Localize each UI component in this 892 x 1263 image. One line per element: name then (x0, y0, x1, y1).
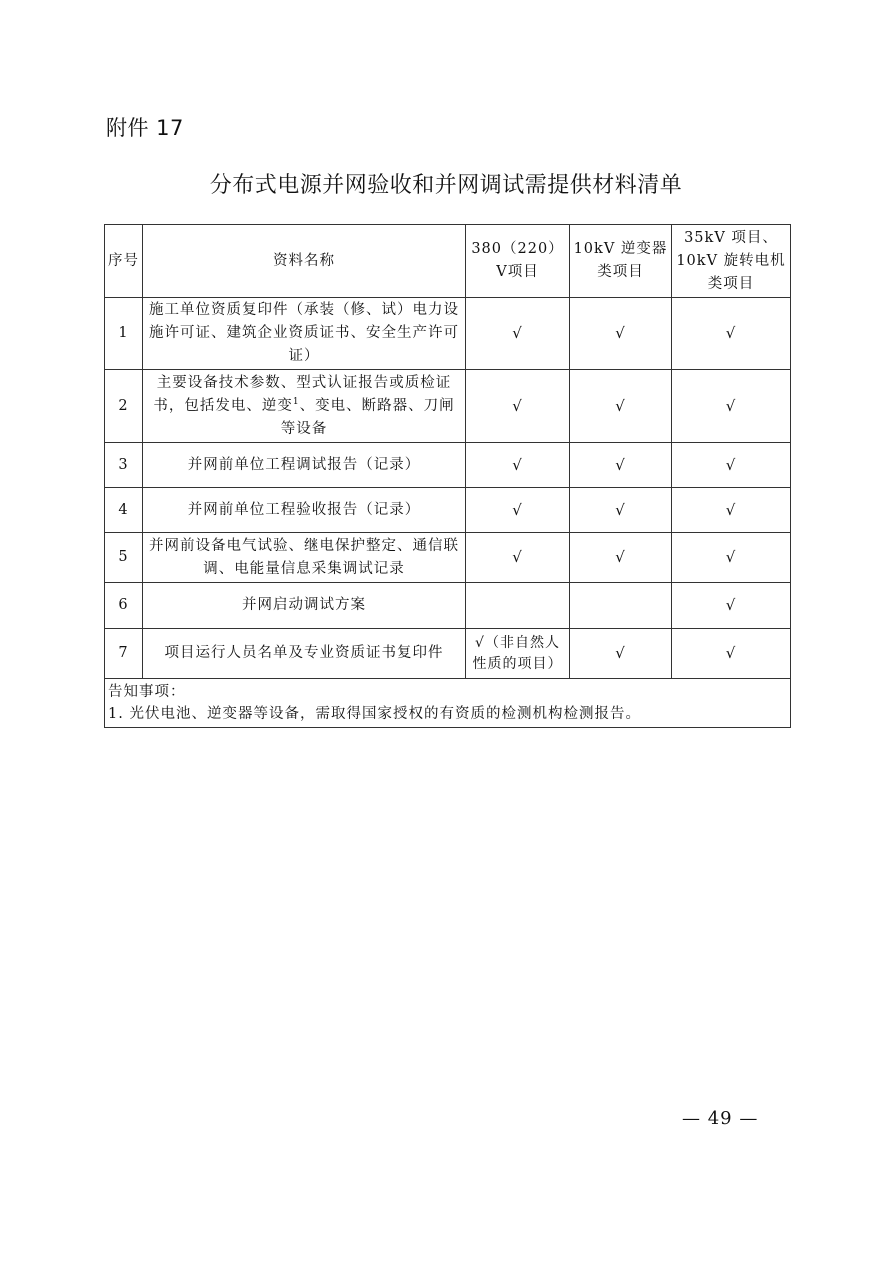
row-10kv-check (570, 583, 672, 629)
row-name (143, 370, 466, 443)
row-name: 并网前单位工程验收报告（记录） (143, 488, 466, 533)
header-380v: 380（220）V项目 (466, 225, 570, 298)
table-header-row (105, 225, 791, 298)
row-380v-check: √ (466, 488, 570, 533)
row-seq: 7 (105, 629, 143, 679)
row-seq: 2 (105, 370, 143, 443)
row-name-part-a: 主要设备技术参数、型式认证报告或质检证书，包括发电、逆变 (153, 374, 452, 414)
row-35kv-check: √ (672, 629, 791, 679)
row-name: 施工单位资质复印件（承装（修、试）电力设施许可证、建筑企业资质证书、安全生产许可证） (143, 298, 466, 370)
row-10kv-check: √ (570, 629, 672, 679)
row-name: 项目运行人员名单及专业资质证书复印件 (143, 629, 466, 679)
row-seq: 6 (105, 583, 143, 629)
table-row (105, 488, 791, 533)
row-35kv-check: √ (672, 443, 791, 488)
row-35kv-check: √ (672, 488, 791, 533)
row-380v-check: √ (466, 298, 570, 370)
page-number: — 49 — (682, 1108, 759, 1129)
table-row (105, 583, 791, 629)
row-10kv-check: √ (570, 488, 672, 533)
header-10kv: 10kV 逆变器类项目 (570, 225, 672, 298)
document-title: 分布式电源并网验收和并网调试需提供材料清单 (209, 173, 683, 198)
row-380v-check: √ (466, 533, 570, 583)
footnote-marker: 1 (292, 396, 300, 407)
row-seq: 1 (105, 298, 143, 370)
row-380v-check: √（非自然人性质的项目） (466, 629, 570, 679)
row-35kv-check: √ (672, 370, 791, 443)
row-name: 并网前单位工程调试报告（记录） (143, 443, 466, 488)
row-seq: 3 (105, 443, 143, 488)
notes-item-1: 1. 光伏电池、逆变器等设备，需取得国家授权的有资质的检测机构检测报告。 (108, 706, 641, 722)
table-row (105, 443, 791, 488)
table-row (105, 533, 791, 583)
row-10kv-check: √ (570, 370, 672, 443)
notes-row (105, 679, 791, 728)
row-380v-check (466, 583, 570, 629)
row-name: 并网启动调试方案 (143, 583, 466, 629)
row-380v-check: √ (466, 443, 570, 488)
table-row (105, 629, 791, 679)
row-seq: 4 (105, 488, 143, 533)
row-35kv-check: √ (672, 298, 791, 370)
notes-cell (105, 679, 791, 728)
row-10kv-check: √ (570, 443, 672, 488)
table-row (105, 370, 791, 443)
row-35kv-check: √ (672, 533, 791, 583)
materials-table (104, 224, 791, 728)
header-35kv: 35kV 项目、10kV 旋转电机类项目 (672, 225, 791, 298)
row-10kv-check: √ (570, 533, 672, 583)
header-name: 资料名称 (143, 225, 466, 298)
row-seq: 5 (105, 533, 143, 583)
row-35kv-check: √ (672, 583, 791, 629)
row-380v-check: √ (466, 370, 570, 443)
table-row (105, 298, 791, 370)
notes-title: 告知事项： (108, 684, 186, 700)
row-name-part-b: 、变电、断路器、刀闸等设备 (280, 397, 455, 437)
row-10kv-check: √ (570, 298, 672, 370)
attachment-label: 附件 17 (106, 116, 184, 140)
row-name: 并网前设备电气试验、继电保护整定、通信联调、电能量信息采集调试记录 (143, 533, 466, 583)
header-seq: 序号 (105, 225, 143, 298)
